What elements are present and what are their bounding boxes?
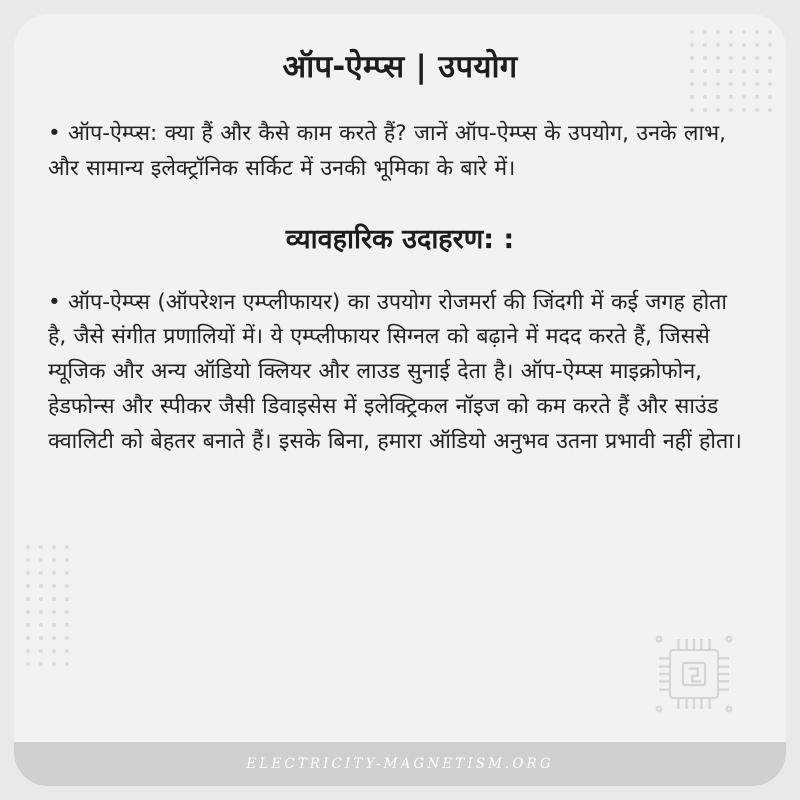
circuit-chip-icon — [648, 628, 740, 720]
document-body — [14, 14, 786, 460]
section-heading: व्यावहारिक उदाहरण: : — [285, 224, 515, 256]
content-card — [14, 14, 786, 786]
footer-bar — [14, 742, 786, 786]
decorative-dot-grid-bottom-left — [26, 545, 69, 666]
page-title: ऑप-ऐम्प्स | उपयोग — [282, 49, 518, 85]
body-paragraph: • ऑप-ऐम्प्स (ऑपरेशन एम्प्लीफायर) का उपयोग रोजमर्रा की जिंदगी में कई जगह होता है, जैसे संगीत प्रणालियों में। ये एम्प्लीफायर सिग्नल को बढ़ाने में मदद करते हैं, जिससे म्यूजिक और अन्य ऑडियो क्लियर और लाउड सुनाई देता है। ऑप-ऐम्प्स माइक्रोफोन, हेडफोन्स और स्पीकर जैसी डिवाइसेस में इलेक्ट्रिकल नॉइज को कम करते हैं और साउंड क्वालिटी को बेहतर बनाते हैं। इसके बिना, हमारा ऑडियो अनुभव उतना प्रभावी नहीं होता। — [48, 289, 742, 454]
footer-website-label: ELECTRICITY-MAGNETISM.ORG — [246, 756, 554, 772]
intro-paragraph: • ऑप-ऐम्प्स: क्या हैं और कैसे काम करते हैं? जानें ऑप-ऐम्प्स के उपयोग, उनके लाभ, और सामान्य इलेक्ट्रॉनिक सर्किट में उनकी भूमिका के बारे में। — [48, 120, 726, 181]
